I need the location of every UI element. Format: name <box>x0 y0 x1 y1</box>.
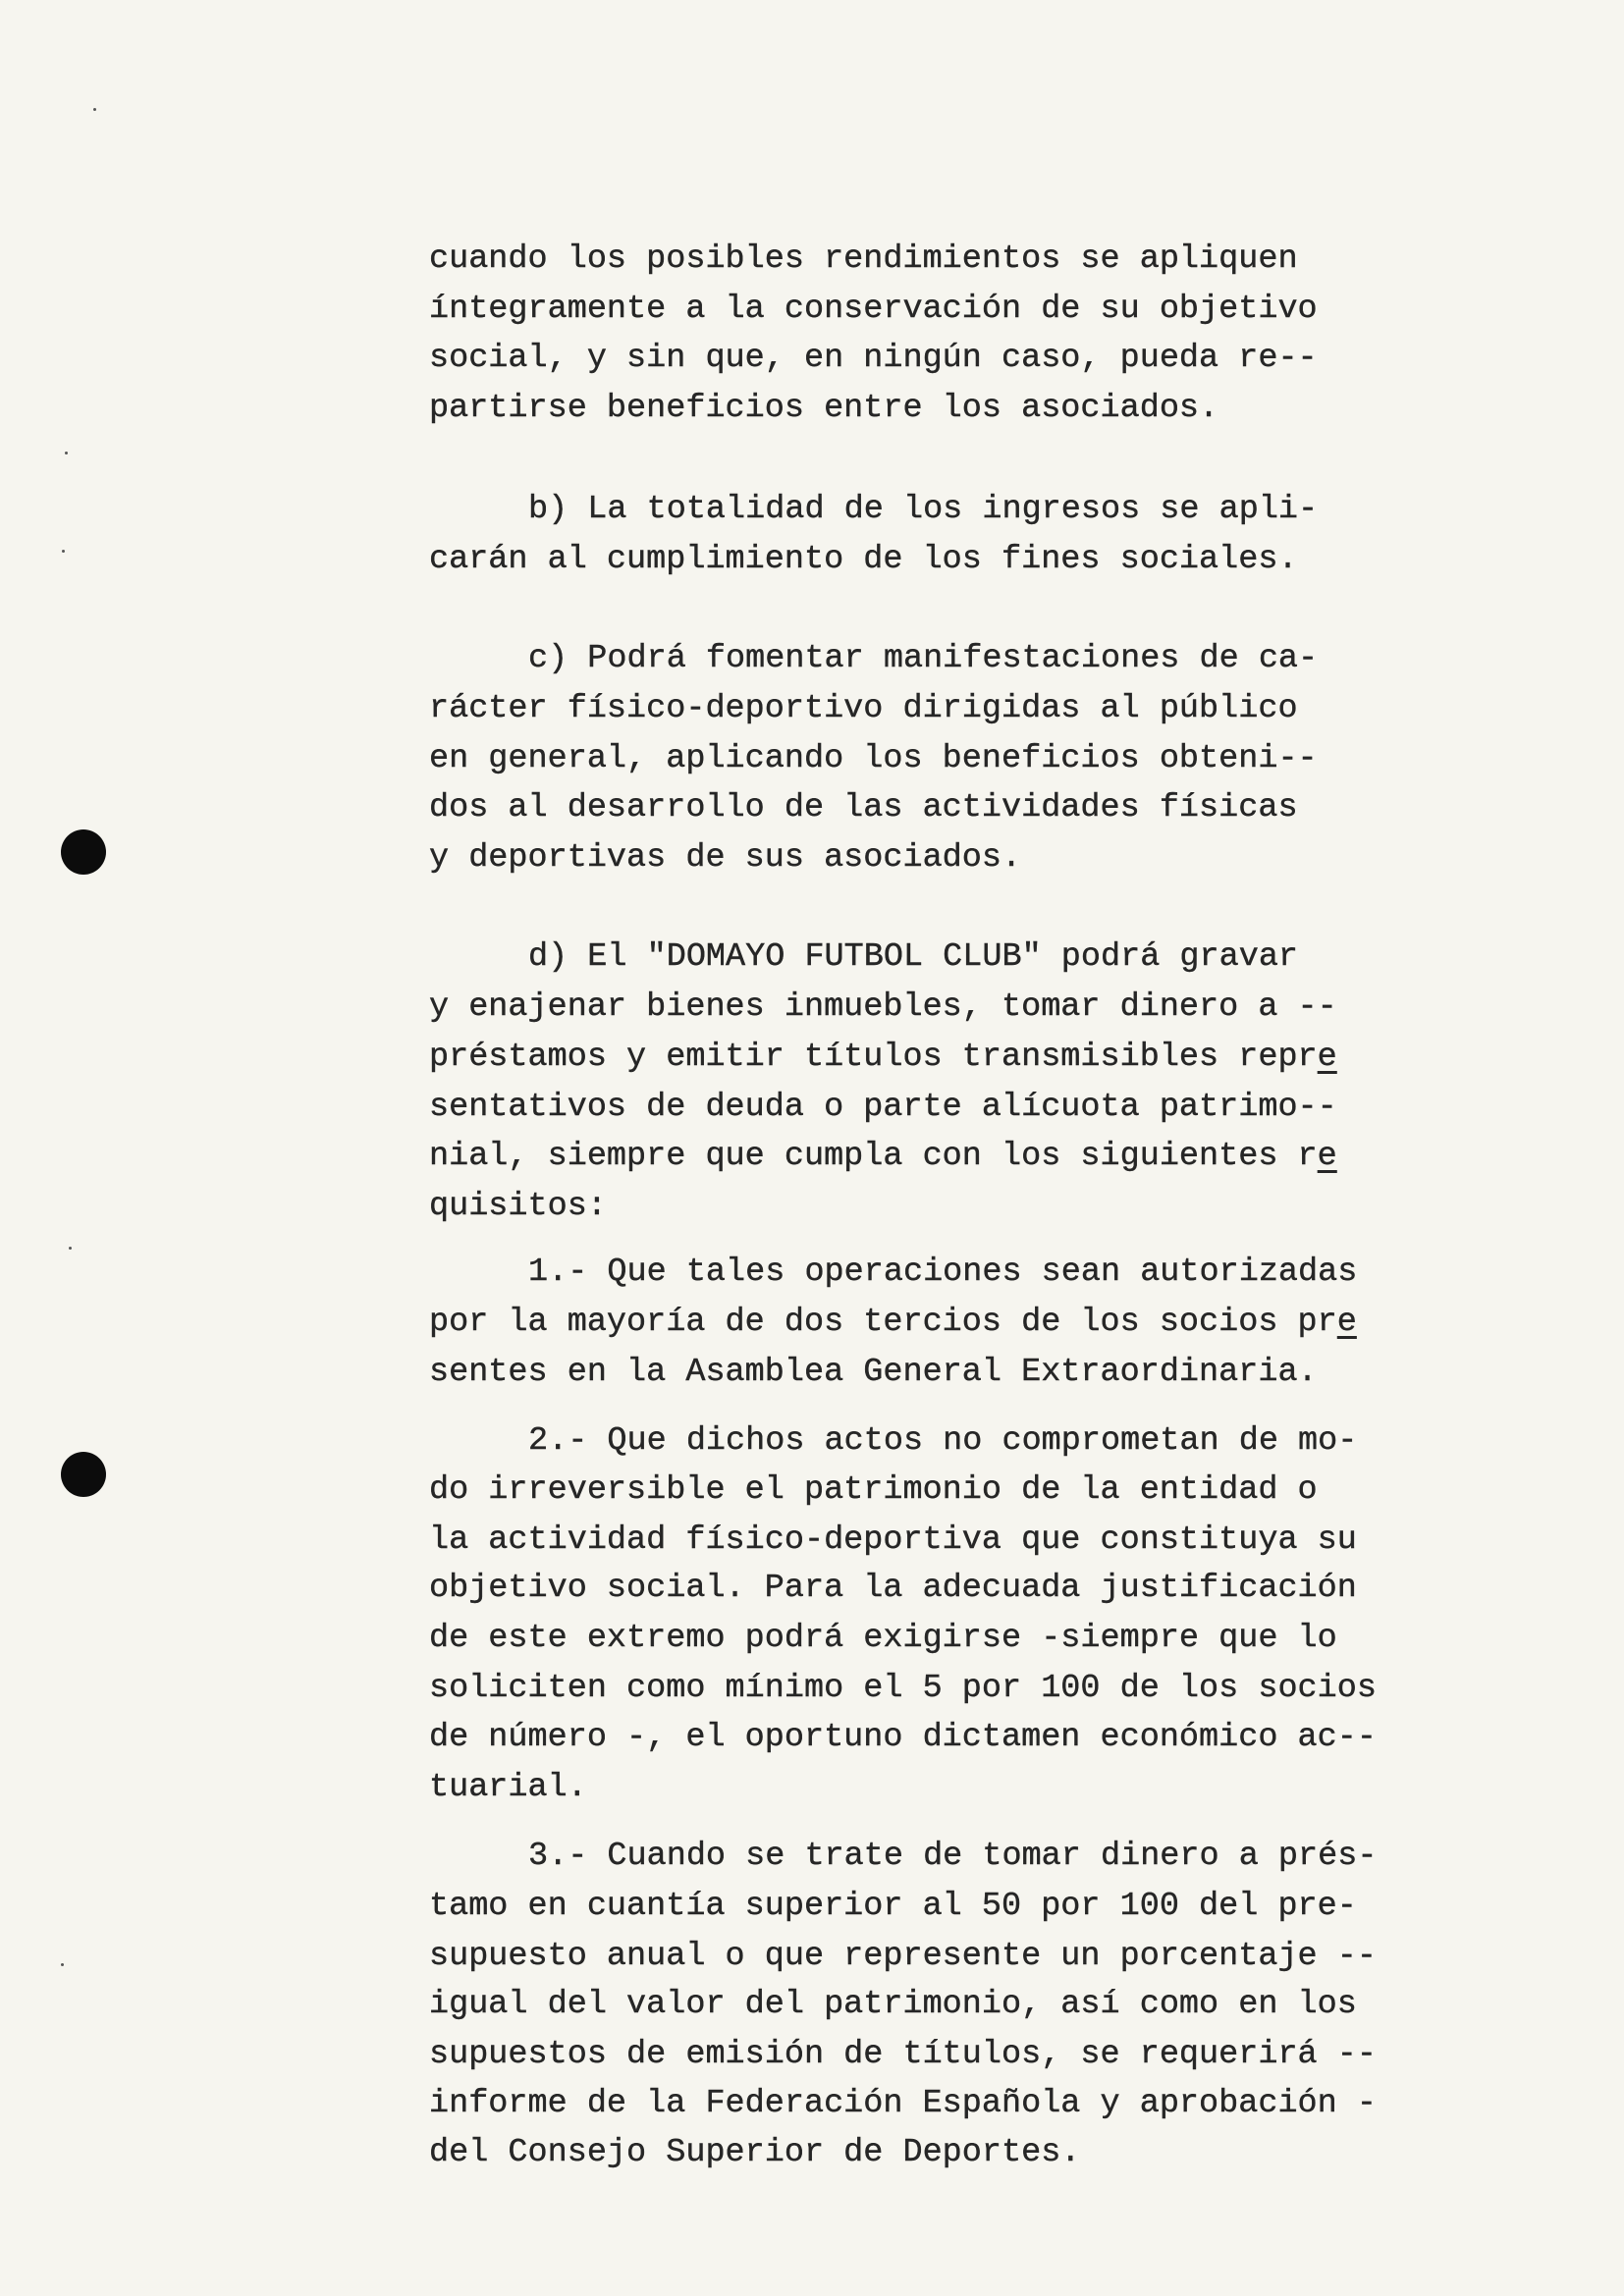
text-line <box>528 1248 1357 1298</box>
text-line <box>429 1348 1318 1398</box>
text-line <box>528 485 1318 535</box>
line-text: cuando los posibles rendimientos se apliquen <box>429 240 1298 278</box>
underlined-hyphenation: e <box>1317 1138 1337 1175</box>
text-line <box>429 235 1298 285</box>
line-text: supuestos de emisión de títulos, se requerirá -- <box>429 2036 1377 2073</box>
text-line <box>528 933 1298 983</box>
line-text: y enajenar bienes inmuebles, tomar dinero a -- <box>429 988 1337 1026</box>
speck <box>65 452 68 454</box>
text-line <box>429 1564 1357 1614</box>
line-text: c) Podrá fomentar manifestaciones de ca- <box>528 640 1319 677</box>
line-text: de este extremo podrá exigirse -siempre que lo <box>429 1620 1337 1657</box>
text-line <box>429 1713 1377 1763</box>
line-text: dos al desarrollo de las actividades físicas <box>429 789 1298 827</box>
text-line <box>429 734 1318 784</box>
line-text: objetivo social. Para la adecuada justificación <box>429 1570 1357 1607</box>
punch-hole <box>61 1452 106 1497</box>
text-line <box>429 535 1298 585</box>
line-text: social, y sin que, en ningún caso, pueda re-- <box>429 340 1318 377</box>
speck <box>61 1963 64 1966</box>
line-text: igual del valor del patrimonio, así como en los <box>429 1986 1357 2023</box>
text-line <box>429 684 1298 734</box>
text-line <box>429 2030 1377 2080</box>
text-line <box>429 1466 1318 1516</box>
line-text: la actividad físico-deportiva que constituya su <box>429 1522 1357 1559</box>
line-text: 1.- Que tales operaciones sean autorizadas <box>528 1254 1358 1291</box>
punch-hole <box>61 829 106 875</box>
line-text: préstamos y emitir títulos transmisibles repr <box>429 1039 1318 1076</box>
line-text: sentes en la Asamblea General Extraordinaria. <box>429 1354 1318 1391</box>
text-line <box>429 1664 1377 1714</box>
line-text: 2.- Que dichos actos no comprometan de mo- <box>528 1422 1358 1460</box>
line-text: tuarial. <box>429 1769 587 1806</box>
line-text: en general, aplicando los beneficios obteni-- <box>429 740 1318 777</box>
line-text: rácter físico-deportivo dirigidas al público <box>429 690 1298 727</box>
text-line <box>429 2128 1080 2178</box>
text-line <box>429 1083 1337 1133</box>
underlined-hyphenation: e <box>1336 1304 1357 1341</box>
line-text: tamo en cuantía superior al 50 por 100 del pre- <box>429 1888 1357 1925</box>
text-line <box>429 1033 1337 1083</box>
text-line <box>429 1132 1337 1182</box>
speck <box>69 1247 72 1250</box>
line-text: partirse beneficios entre los asociados. <box>429 390 1219 427</box>
text-line <box>429 384 1218 434</box>
text-line <box>429 1932 1377 1982</box>
text-line <box>429 783 1298 833</box>
text-line <box>429 1182 607 1232</box>
text-line <box>429 1763 587 1813</box>
text-line <box>429 1614 1337 1664</box>
text-line <box>429 1980 1357 2030</box>
line-text: d) El "DOMAYO FUTBOL CLUB" podrá gravar <box>528 938 1299 976</box>
line-text: de número -, el oportuno dictamen económico ac-- <box>429 1719 1377 1756</box>
text-line <box>528 1416 1357 1467</box>
speck <box>62 550 65 553</box>
line-text: quisitos: <box>429 1188 607 1225</box>
line-text: y deportivas de sus asociados. <box>429 839 1022 877</box>
line-text: b) La totalidad de los ingresos se apli- <box>528 491 1319 528</box>
line-text: íntegramente a la conservación de su objetivo <box>429 291 1318 328</box>
line-text: do irreversible el patrimonio de la entidad o <box>429 1471 1318 1509</box>
text-line <box>429 2079 1377 2129</box>
text-line <box>528 1832 1377 1882</box>
text-line <box>429 833 1021 883</box>
line-text: supuesto anual o que represente un porcentaje -- <box>429 1938 1377 1975</box>
text-line <box>429 334 1318 384</box>
line-text: soliciten como mínimo el 5 por 100 de los socios <box>429 1670 1377 1707</box>
line-text: por la mayoría de dos tercios de los socios pr <box>429 1304 1337 1341</box>
text-line <box>429 983 1337 1033</box>
line-text: nial, siempre que cumpla con los siguientes r <box>429 1138 1318 1175</box>
text-line <box>429 1298 1357 1348</box>
line-text: 3.- Cuando se trate de tomar dinero a prés- <box>528 1838 1378 1875</box>
text-line <box>429 1882 1357 1932</box>
text-line <box>429 285 1318 335</box>
line-text: sentativos de deuda o parte alícuota patrimo-- <box>429 1089 1337 1126</box>
underlined-hyphenation: e <box>1317 1039 1337 1076</box>
line-text: del Consejo Superior de Deportes. <box>429 2134 1081 2171</box>
speck <box>93 108 96 111</box>
text-line <box>528 634 1318 684</box>
line-text: informe de la Federación Española y aprobación - <box>429 2085 1377 2122</box>
text-line <box>429 1516 1357 1566</box>
line-text: carán al cumplimiento de los fines sociales. <box>429 541 1298 578</box>
